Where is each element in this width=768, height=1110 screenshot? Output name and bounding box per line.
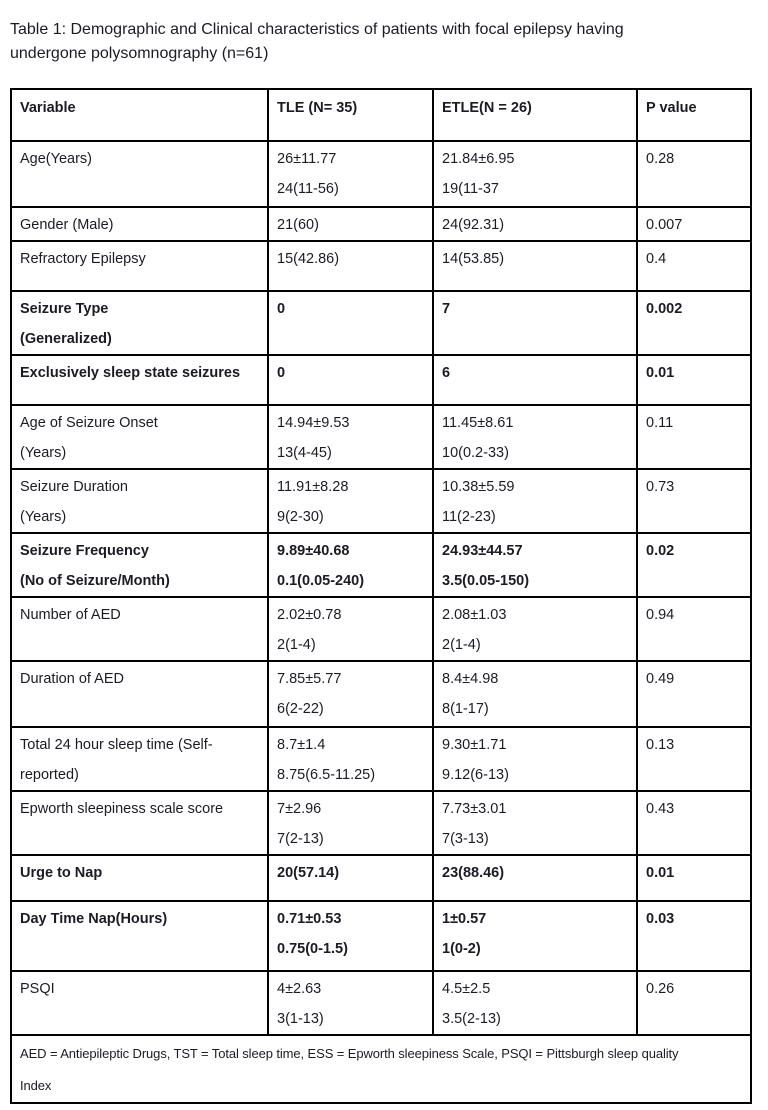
- etle-cell: [433, 207, 637, 241]
- cell-line: 11(2-23): [442, 509, 496, 525]
- cell-line: 0.02: [646, 543, 675, 559]
- cell-line: 7±2.96: [277, 801, 322, 817]
- variable-cell: [11, 971, 268, 1035]
- cell-line: 9.12(6-13): [442, 767, 509, 783]
- footnote-row: [11, 1035, 751, 1103]
- pvalue-cell: [637, 727, 751, 791]
- cell-line: 0: [277, 365, 286, 381]
- cell-line: 0.11: [646, 415, 674, 431]
- cell-line: 0.73: [646, 479, 675, 495]
- cell-line: 21.84±6.95: [442, 151, 515, 167]
- pvalue-cell: [637, 901, 751, 971]
- table-row-onset-age: [11, 405, 751, 469]
- cell-line: 3.5(0.05-150): [442, 573, 530, 589]
- cell-line: 0.4: [646, 251, 667, 267]
- footnote-line: Index: [20, 1078, 52, 1093]
- cell-line: 4±2.63: [277, 981, 322, 997]
- cell-line: 0.71±0.53: [277, 911, 342, 927]
- table-caption: [10, 18, 758, 66]
- variable-cell: [11, 661, 268, 727]
- cell-line: 24(92.31): [442, 217, 505, 233]
- table-row-seizure-type: [11, 291, 751, 355]
- tle-cell: [268, 141, 433, 207]
- cell-line: Total 24 hour sleep time (Self-: [20, 737, 213, 753]
- pvalue-cell: [637, 355, 751, 405]
- header-row: [11, 89, 751, 141]
- pvalue-cell: [637, 855, 751, 901]
- column-header-variable: Variable: [11, 89, 268, 141]
- cell-line: Age(Years): [20, 151, 93, 167]
- cell-line: 0.75(0-1.5): [277, 941, 348, 957]
- cell-line: 9(2-30): [277, 509, 324, 525]
- etle-cell: [433, 291, 637, 355]
- column-header-pvalue: P value: [637, 89, 751, 141]
- table-row-psqi: [11, 971, 751, 1035]
- pvalue-cell: [637, 291, 751, 355]
- etle-cell: [433, 355, 637, 405]
- cell-line: Seizure Frequency: [20, 543, 149, 559]
- cell-line: (No of Seizure/Month): [20, 573, 170, 589]
- cell-line: 2.08±1.03: [442, 607, 507, 623]
- tle-cell: [268, 355, 433, 405]
- cell-line: Exclusively sleep state seizures: [20, 365, 241, 381]
- cell-line: 8.4±4.98: [442, 671, 499, 687]
- tle-cell: [268, 661, 433, 727]
- etle-cell: [433, 241, 637, 291]
- cell-line: 11.45±8.61: [442, 415, 514, 431]
- tle-cell: [268, 901, 433, 971]
- cell-line: 0.13: [646, 737, 675, 753]
- cell-line: 21(60): [277, 217, 319, 233]
- caption-line: undergone polysomnography (n=61): [10, 45, 269, 62]
- cell-line: 23(88.46): [442, 865, 505, 881]
- table-row-refractory: [11, 241, 751, 291]
- tle-cell: [268, 207, 433, 241]
- cell-line: 8.7±1.4: [277, 737, 326, 753]
- cell-line: 26±11.77: [277, 151, 337, 167]
- footnote-cell: [11, 1035, 751, 1103]
- cell-line: Urge to Nap: [20, 865, 103, 881]
- cell-line: 7.85±5.77: [277, 671, 342, 687]
- cell-line: PSQI: [20, 981, 55, 997]
- cell-line: reported): [20, 767, 79, 783]
- table-row-duration-of-aed: [11, 661, 751, 727]
- variable-cell: [11, 141, 268, 207]
- characteristics-table: [10, 88, 752, 1104]
- etle-cell: [433, 533, 637, 597]
- cell-line: 9.89±40.68: [277, 543, 350, 559]
- cell-line: 7.73±3.01: [442, 801, 507, 817]
- cell-line: 10.38±5.59: [442, 479, 515, 495]
- cell-line: Gender (Male): [20, 217, 114, 233]
- etle-cell: [433, 901, 637, 971]
- pvalue-cell: [637, 791, 751, 855]
- tle-cell: [268, 971, 433, 1035]
- cell-line: 7(3-13): [442, 831, 489, 847]
- caption-line: Table 1: Demographic and Clinical characteristics of patients with focal epilepsy having: [10, 21, 624, 38]
- tle-cell: [268, 291, 433, 355]
- cell-line: 7(2-13): [277, 831, 324, 847]
- table-row-gender: [11, 207, 751, 241]
- cell-line: 14(53.85): [442, 251, 505, 267]
- tle-cell: [268, 597, 433, 661]
- cell-line: (Years): [20, 445, 67, 461]
- cell-line: 8(1-17): [442, 701, 489, 717]
- etle-cell: [433, 405, 637, 469]
- cell-line: 14.94±9.53: [277, 415, 350, 431]
- tle-cell: [268, 855, 433, 901]
- variable-cell: [11, 727, 268, 791]
- variable-cell: [11, 855, 268, 901]
- cell-line: (Generalized): [20, 331, 112, 347]
- pvalue-cell: [637, 533, 751, 597]
- cell-line: Age of Seizure Onset: [20, 415, 158, 431]
- tle-cell: [268, 533, 433, 597]
- cell-line: 7: [442, 301, 451, 317]
- cell-line: 8.75(6.5-11.25): [277, 767, 376, 783]
- cell-line: 24(11-56): [277, 181, 339, 197]
- cell-line: 3(1-13): [277, 1011, 324, 1027]
- cell-line: 0.002: [646, 301, 683, 317]
- variable-cell: [11, 533, 268, 597]
- etle-cell: [433, 727, 637, 791]
- cell-line: 0.28: [646, 151, 675, 167]
- tle-cell: [268, 241, 433, 291]
- cell-line: 0.43: [646, 801, 675, 817]
- variable-cell: [11, 405, 268, 469]
- cell-line: 0.01: [646, 865, 675, 881]
- cell-line: 1(0-2): [442, 941, 481, 957]
- variable-cell: [11, 597, 268, 661]
- cell-line: 13(4-45): [277, 445, 332, 461]
- cell-line: Seizure Duration: [20, 479, 128, 495]
- cell-line: Duration of AED: [20, 671, 124, 687]
- tle-cell: [268, 727, 433, 791]
- cell-line: 0.26: [646, 981, 675, 997]
- etle-cell: [433, 141, 637, 207]
- tle-cell: [268, 405, 433, 469]
- etle-cell: [433, 597, 637, 661]
- pvalue-cell: [637, 405, 751, 469]
- cell-line: 1±0.57: [442, 911, 487, 927]
- cell-line: 9.30±1.71: [442, 737, 507, 753]
- pvalue-cell: [637, 141, 751, 207]
- cell-line: 11.91±8.28: [277, 479, 349, 495]
- variable-cell: [11, 469, 268, 533]
- etle-cell: [433, 791, 637, 855]
- table-row-age: [11, 141, 751, 207]
- column-header-etle: ETLE(N = 26): [433, 89, 637, 141]
- variable-cell: [11, 791, 268, 855]
- cell-line: 0.94: [646, 607, 675, 623]
- cell-line: 4.5±2.5: [442, 981, 491, 997]
- pvalue-cell: [637, 241, 751, 291]
- cell-line: 2(1-4): [277, 637, 316, 653]
- cell-line: Number of AED: [20, 607, 121, 623]
- cell-line: 20(57.14): [277, 865, 340, 881]
- table-row-seizure-frequency: [11, 533, 751, 597]
- table-row-sleep-state-seizures: [11, 355, 751, 405]
- cell-line: 6(2-22): [277, 701, 324, 717]
- pvalue-cell: [637, 597, 751, 661]
- variable-cell: [11, 355, 268, 405]
- etle-cell: [433, 971, 637, 1035]
- cell-line: 3.5(2-13): [442, 1011, 501, 1027]
- table-row-total-sleep-time: [11, 727, 751, 791]
- pvalue-cell: [637, 971, 751, 1035]
- cell-line: Seizure Type: [20, 301, 109, 317]
- cell-line: 2.02±0.78: [277, 607, 342, 623]
- pvalue-cell: [637, 207, 751, 241]
- cell-line: Day Time Nap(Hours): [20, 911, 168, 927]
- cell-line: 24.93±44.57: [442, 543, 523, 559]
- pvalue-cell: [637, 661, 751, 727]
- cell-line: 0.01: [646, 365, 675, 381]
- etle-cell: [433, 855, 637, 901]
- column-header-tle: TLE (N= 35): [268, 89, 433, 141]
- cell-line: (Years): [20, 509, 67, 525]
- variable-cell: [11, 901, 268, 971]
- cell-line: 0.007: [646, 217, 683, 233]
- cell-line: 15(42.86): [277, 251, 340, 267]
- variable-cell: [11, 207, 268, 241]
- cell-line: Refractory Epilepsy: [20, 251, 146, 267]
- etle-cell: [433, 469, 637, 533]
- variable-cell: [11, 291, 268, 355]
- cell-line: 0.1(0.05-240): [277, 573, 365, 589]
- table-row-epworth-score: [11, 791, 751, 855]
- cell-line: 0: [277, 301, 286, 317]
- cell-line: Epworth sleepiness scale score: [20, 801, 224, 817]
- etle-cell: [433, 661, 637, 727]
- cell-line: 6: [442, 365, 451, 381]
- cell-line: 19(11-37: [442, 181, 499, 197]
- table-row-number-of-aed: [11, 597, 751, 661]
- variable-cell: [11, 241, 268, 291]
- table-row-seizure-duration: [11, 469, 751, 533]
- footnote-line: AED = Antiepileptic Drugs, TST = Total sleep time, ESS = Epworth sleepiness Scale, PSQI = Pittsburgh sleep quality: [20, 1046, 679, 1061]
- table-row-daytime-nap: [11, 901, 751, 971]
- cell-line: 2(1-4): [442, 637, 481, 653]
- tle-cell: [268, 791, 433, 855]
- cell-line: 10(0.2-33): [442, 445, 509, 461]
- table-row-urge-to-nap: [11, 855, 751, 901]
- tle-cell: [268, 469, 433, 533]
- pvalue-cell: [637, 469, 751, 533]
- cell-line: 0.49: [646, 671, 675, 687]
- cell-line: 0.03: [646, 911, 675, 927]
